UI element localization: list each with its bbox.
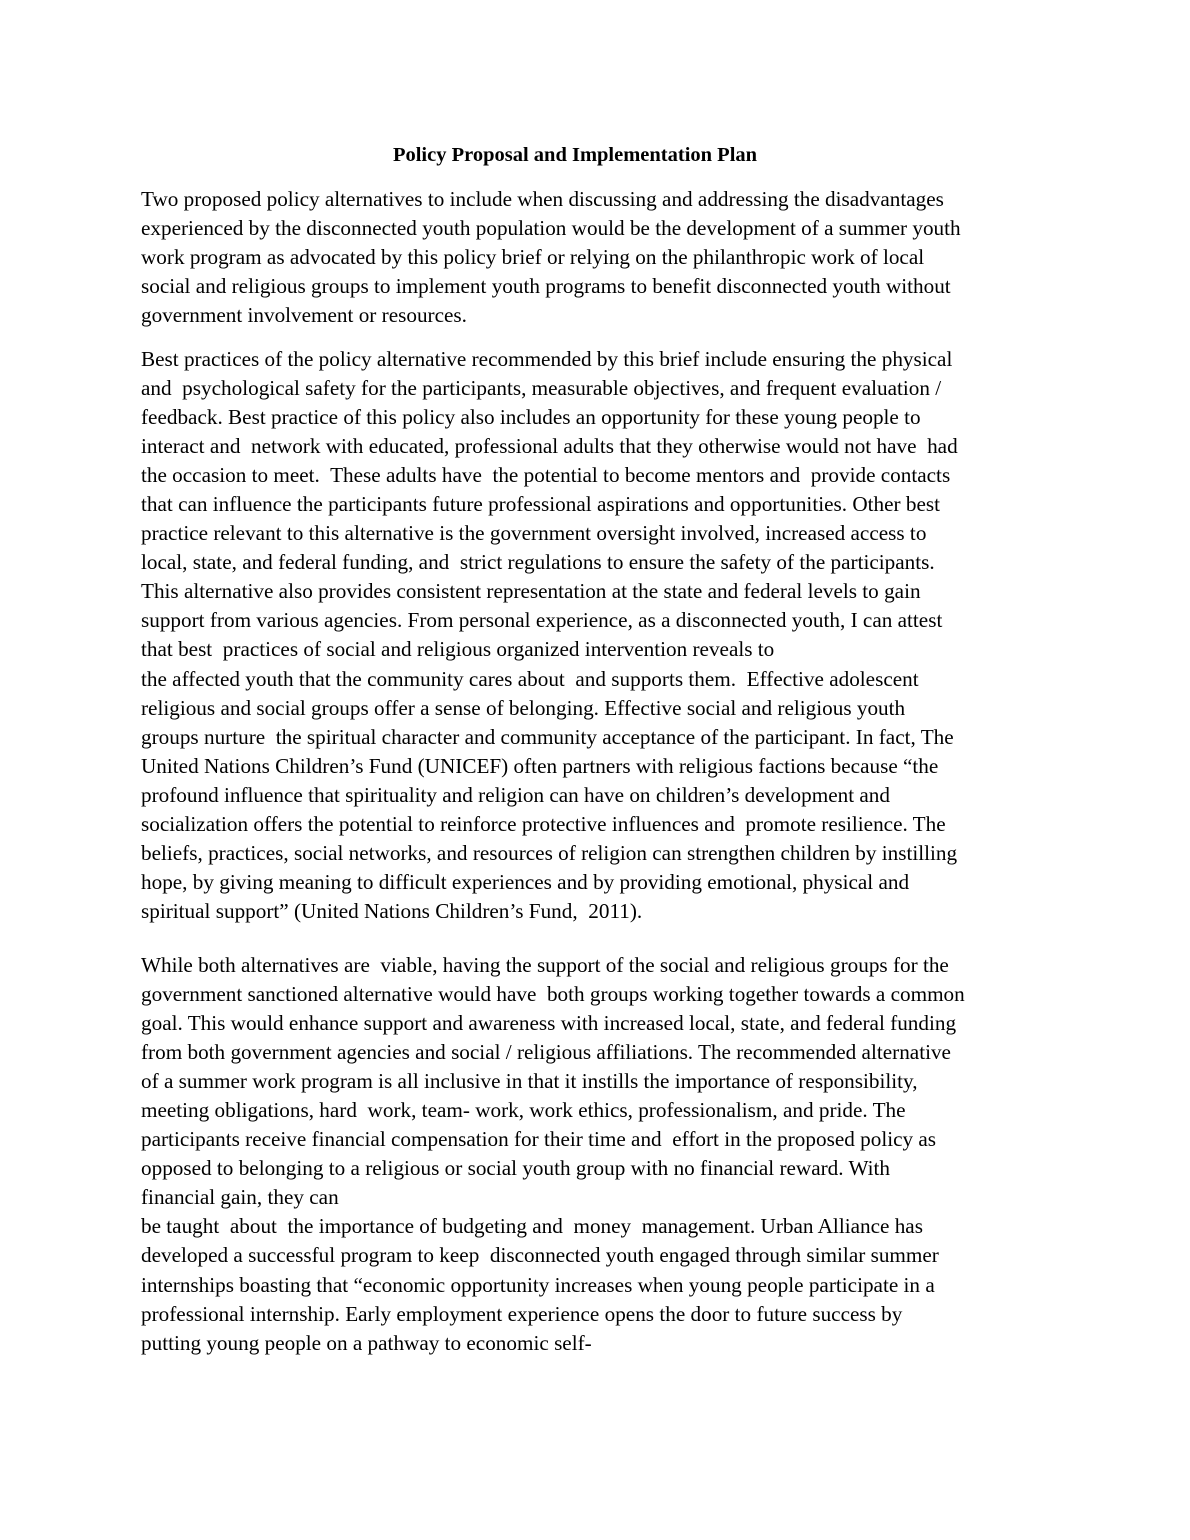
text-line: religious and social groups offer a sense of belonging. Effective social and religious youth <box>141 695 906 720</box>
text-line: beliefs, practices, social networks, and resources of religion can strengthen children by instilling <box>141 840 958 865</box>
text-line: While both alternatives are viable, having the support of the social and religious groups for the <box>141 953 949 977</box>
text-line: government sanctioned alternative would have both groups working together towards a common <box>141 982 965 1007</box>
text-line: Best practices of the policy alternative recommended by this brief include ensuring the physical <box>141 347 953 371</box>
text-line: goal. This would enhance support and awareness with increased local, state, and federal funding <box>141 1011 957 1036</box>
text-line: practice relevant to this alternative is the government oversight involved, increased access to <box>141 521 927 546</box>
text-line: meeting obligations, hard work, team- work, work ethics, professionalism, and pride. The <box>141 1098 906 1123</box>
text-line: social and religious groups to implement youth programs to benefit disconnected youth without <box>141 274 951 299</box>
paragraph-policy-alternatives <box>141 185 1081 330</box>
text-line: work program as advocated by this policy brief or relying on the philanthropic work of local <box>141 245 925 270</box>
text-line: participants receive financial compensation for their time and effort in the proposed policy as <box>141 1127 937 1152</box>
text-line: professional internship. Early employment experience opens the door to future success by <box>141 1301 903 1326</box>
text-line: This alternative also provides consistent representation at the state and federal levels to gain <box>141 579 921 604</box>
text-line: Two proposed policy alternatives to include when discussing and addressing the disadvantages <box>141 187 944 211</box>
text-line: be taught about the importance of budgeting and money management. Urban Alliance has <box>141 1214 923 1239</box>
text-line: groups nurture the spiritual character and community acceptance of the participant. In fact, The <box>141 724 954 749</box>
text-line: interact and network with educated, professional adults that they otherwise would not have had <box>141 434 958 459</box>
text-line: financial gain, they can <box>141 1185 339 1210</box>
text-line: government involvement or resources. <box>141 303 467 328</box>
text-line: that can influence the participants future professional aspirations and opportunities. Other best <box>141 492 941 517</box>
text-line: hope, by giving meaning to difficult experiences and by providing emotional, physical and <box>141 869 910 894</box>
text-line: and psychological safety for the participants, measurable objectives, and frequent evaluation / <box>141 376 942 401</box>
text-line: profound influence that spirituality and religion can have on children’s development and <box>141 782 890 807</box>
paragraph-recommendation <box>141 951 1081 1358</box>
text-line: feedback. Best practice of this policy also includes an opportunity for these young people to <box>141 405 921 430</box>
document-title: Policy Proposal and Implementation Plan <box>392 144 758 166</box>
text-line: internships boasting that “economic opportunity increases when young people participate in a <box>141 1272 935 1297</box>
text-line: opposed to belonging to a religious or social youth group with no financial reward. With <box>141 1156 891 1181</box>
text-line: putting young people on a pathway to economic self- <box>141 1330 592 1355</box>
text-line: experienced by the disconnected youth population would be the development of a summer youth <box>141 216 961 241</box>
text-line: socialization offers the potential to reinforce protective influences and promote resilience. The <box>141 811 946 836</box>
text-line: local, state, and federal funding, and strict regulations to ensure the safety of the participants. <box>141 550 935 575</box>
text-line: United Nations Children’s Fund (UNICEF) often partners with religious factions because “the <box>141 753 939 778</box>
text-line: that best practices of social and religious organized intervention reveals to <box>141 637 775 662</box>
text-line: of a summer work program is all inclusive in that it instills the importance of responsibility, <box>141 1069 918 1094</box>
text-line: developed a successful program to keep disconnected youth engaged through similar summer <box>141 1243 939 1268</box>
text-line: from both government agencies and social / religious affiliations. The recommended alternative <box>141 1040 951 1065</box>
text-line: the occasion to meet. These adults have the potential to become mentors and provide contacts <box>141 463 951 488</box>
text-line: support from various agencies. From personal experience, as a disconnected youth, I can attest <box>141 608 943 633</box>
text-line: the affected youth that the community cares about and supports them. Effective adolescent <box>141 666 919 691</box>
paragraph-best-practices <box>141 345 1081 926</box>
text-line: spiritual support” (United Nations Children’s Fund, 2011). <box>141 898 643 923</box>
